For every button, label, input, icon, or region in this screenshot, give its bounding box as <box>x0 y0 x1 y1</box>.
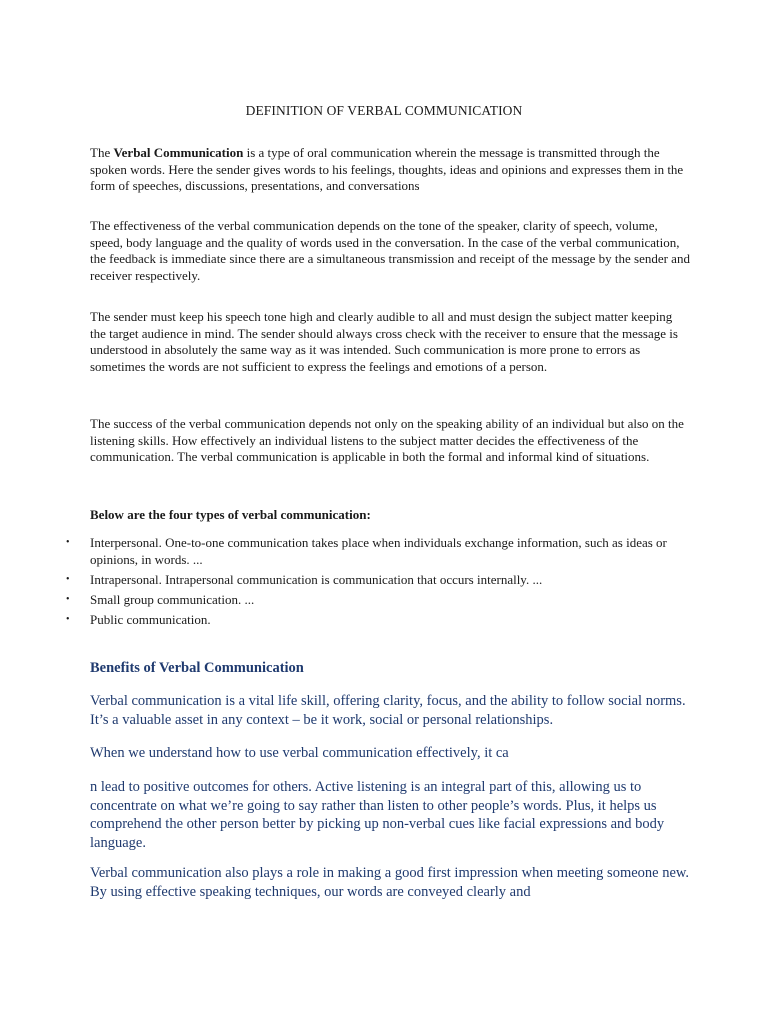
paragraph-success: The success of the verbal communication depends not only on the speaking ability of an individual but also on the listening skills. How effectively an individual listens to the subject matter decides the effectiveness of the communication. The verbal communication is applicable in both the formal and informal kind of situations. <box>90 416 684 465</box>
paragraph-sender: The sender must keep his speech tone high and clearly audible to all and must design the subject matter keeping the target audience in mind. The sender should always cross check with the receiver to ensure that the message is understood in absolutely the same way as it was intended. Such communication is more prone to errors as sometimes the words are not sufficient to express the feelings and emotions of a person. <box>90 309 678 374</box>
paragraph-effectiveness: The effectiveness of the verbal communication depends on the tone of the speaker, clarity of speech, volume, speed, body language and the quality of words used in the conversation. In the case of the verbal communication, the feedback is immediate since there are a simultaneous transmission and receipt of the message by the sender and receiver respectively. <box>90 218 690 283</box>
list-item <box>66 592 680 609</box>
benefits-paragraph: Verbal communication is a vital life skill, offering clarity, focus, and the ability to follow social norms. It’s a valuable asset in any context – be it work, social or personal relationships. <box>90 693 686 728</box>
benefits-paragraph: n lead to positive outcomes for others. Active listening is an integral part of this, allowing us to concentrate on what we’re going to say rather than listen to other people’s words. Plus, it helps us comprehend the other person better by picking up non-verbal cues like facial expressions and body language. <box>90 779 665 851</box>
bullet-icon: • <box>66 594 70 605</box>
bullet-icon: • <box>66 614 70 625</box>
types-heading: Below are the four types of verbal communication: <box>90 507 371 522</box>
benefits-heading: Benefits of Verbal Communication <box>90 660 304 676</box>
benefits-paragraph: Verbal communication also plays a role in making a good first impression when meeting someone new. By using effective speaking techniques, our words are conveyed clearly and <box>90 865 690 900</box>
document-title: DEFINITION OF VERBAL COMMUNICATION <box>245 103 523 118</box>
list-item-text: Intrapersonal. Intrapersonal communication is communication that occurs internally. ... <box>90 572 543 587</box>
intro-bold-term: Verbal Communication <box>113 145 244 160</box>
list-item-text: Interpersonal. One-to-one communication takes place when individuals exchange information, such as ideas or opinions, in words. ... <box>90 535 667 567</box>
list-item <box>66 612 680 629</box>
list-item-text: Small group communication. ... <box>90 592 255 607</box>
list-item-text: Public communication. <box>90 612 211 627</box>
bullet-icon: • <box>66 574 70 585</box>
benefits-paragraph: When we understand how to use verbal communication effectively, it ca <box>90 745 509 761</box>
list-item <box>66 535 680 568</box>
list-item <box>66 572 680 589</box>
intro-rest: is a type of oral communication wherein the message is transmitted through the spoken words. Here the sender gives words to his feelings, thoughts, ideas and opinions and expresses them in the form of speeches, discussions, presentations, and conversations <box>90 145 684 194</box>
intro-paragraph <box>90 145 690 195</box>
bullet-icon: • <box>66 537 70 548</box>
intro-prefix: The <box>90 145 114 160</box>
